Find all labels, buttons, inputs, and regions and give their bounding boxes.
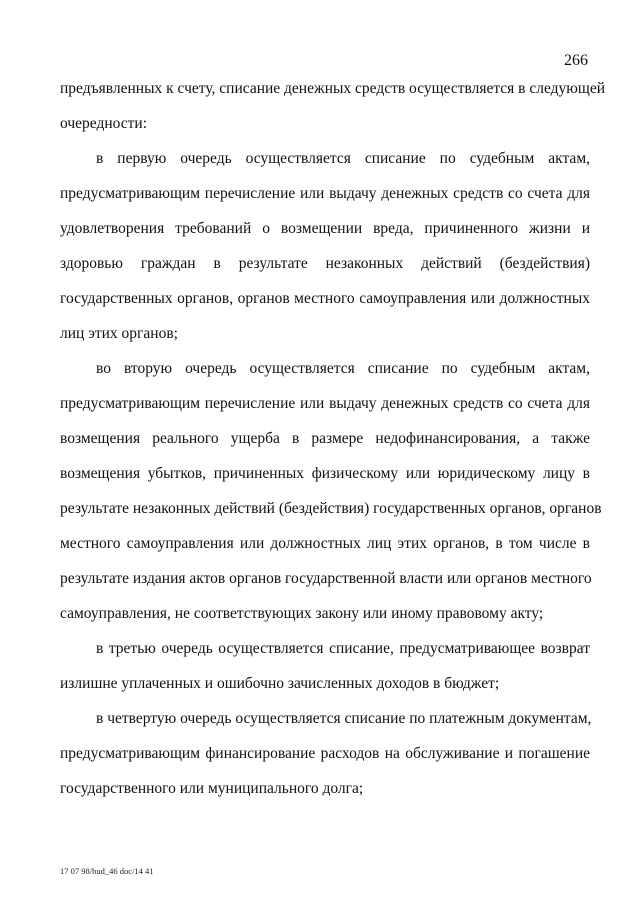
text-line: очередности: (60, 115, 148, 132)
paragraph-first-line: в первую очередь осуществляется списание по судебным актам, (96, 150, 590, 167)
text-line: результате издания актов органов государственной власти или органов местного (60, 570, 592, 587)
text-line: предъявленных к счету, списание денежных средств осуществляется в следующей (60, 80, 605, 97)
text-line: излишне уплаченных и ошибочно зачисленных доходов в бюджет; (60, 675, 500, 692)
text-line: результате незаконных действий (бездействия) государственных органов, органов (60, 500, 602, 517)
footer-file-reference: 17 07 98/bud_46 doc/14 41 (60, 866, 154, 876)
text-line: государственного или муниципального долга; (60, 780, 364, 797)
text-line: возмещения убытков, причиненных физическому или юридическому лицу в (60, 465, 590, 482)
body-text (60, 71, 605, 806)
paragraph-first-line: во вторую очередь осуществляется списание по судебным актам, (96, 360, 590, 377)
text-line: удовлетворения требований о возмещении вреда, причиненного жизни и (60, 220, 590, 237)
text-line: возмещения реального ущерба в размере недофинансирования, а также (60, 430, 590, 447)
text-line: государственных органов, органов местного самоуправления или должностных (60, 290, 590, 307)
paragraph-first-line: в четвертую очередь осуществляется списание по платежным документам, (96, 710, 592, 727)
text-line: здоровью граждан в результате незаконных действий (бездействия) (60, 255, 590, 272)
paragraph-first-line: в третью очередь осуществляется списание, предусматривающее возврат (96, 640, 590, 657)
text-line: предусматривающим перечисление или выдачу денежных средств со счета для (60, 395, 590, 412)
page-number: 266 (564, 52, 588, 69)
text-line: самоуправления, не соответствующих закону или иному правовому акту; (60, 605, 544, 622)
text-line: лиц этих органов; (60, 325, 178, 342)
text-line: предусматривающим перечисление или выдачу денежных средств со счета для (60, 185, 590, 202)
text-line: предусматривающим финансирование расходов на обслуживание и погашение (60, 745, 590, 762)
text-line: местного самоуправления или должностных лиц этих органов, в том числе в (60, 535, 590, 552)
